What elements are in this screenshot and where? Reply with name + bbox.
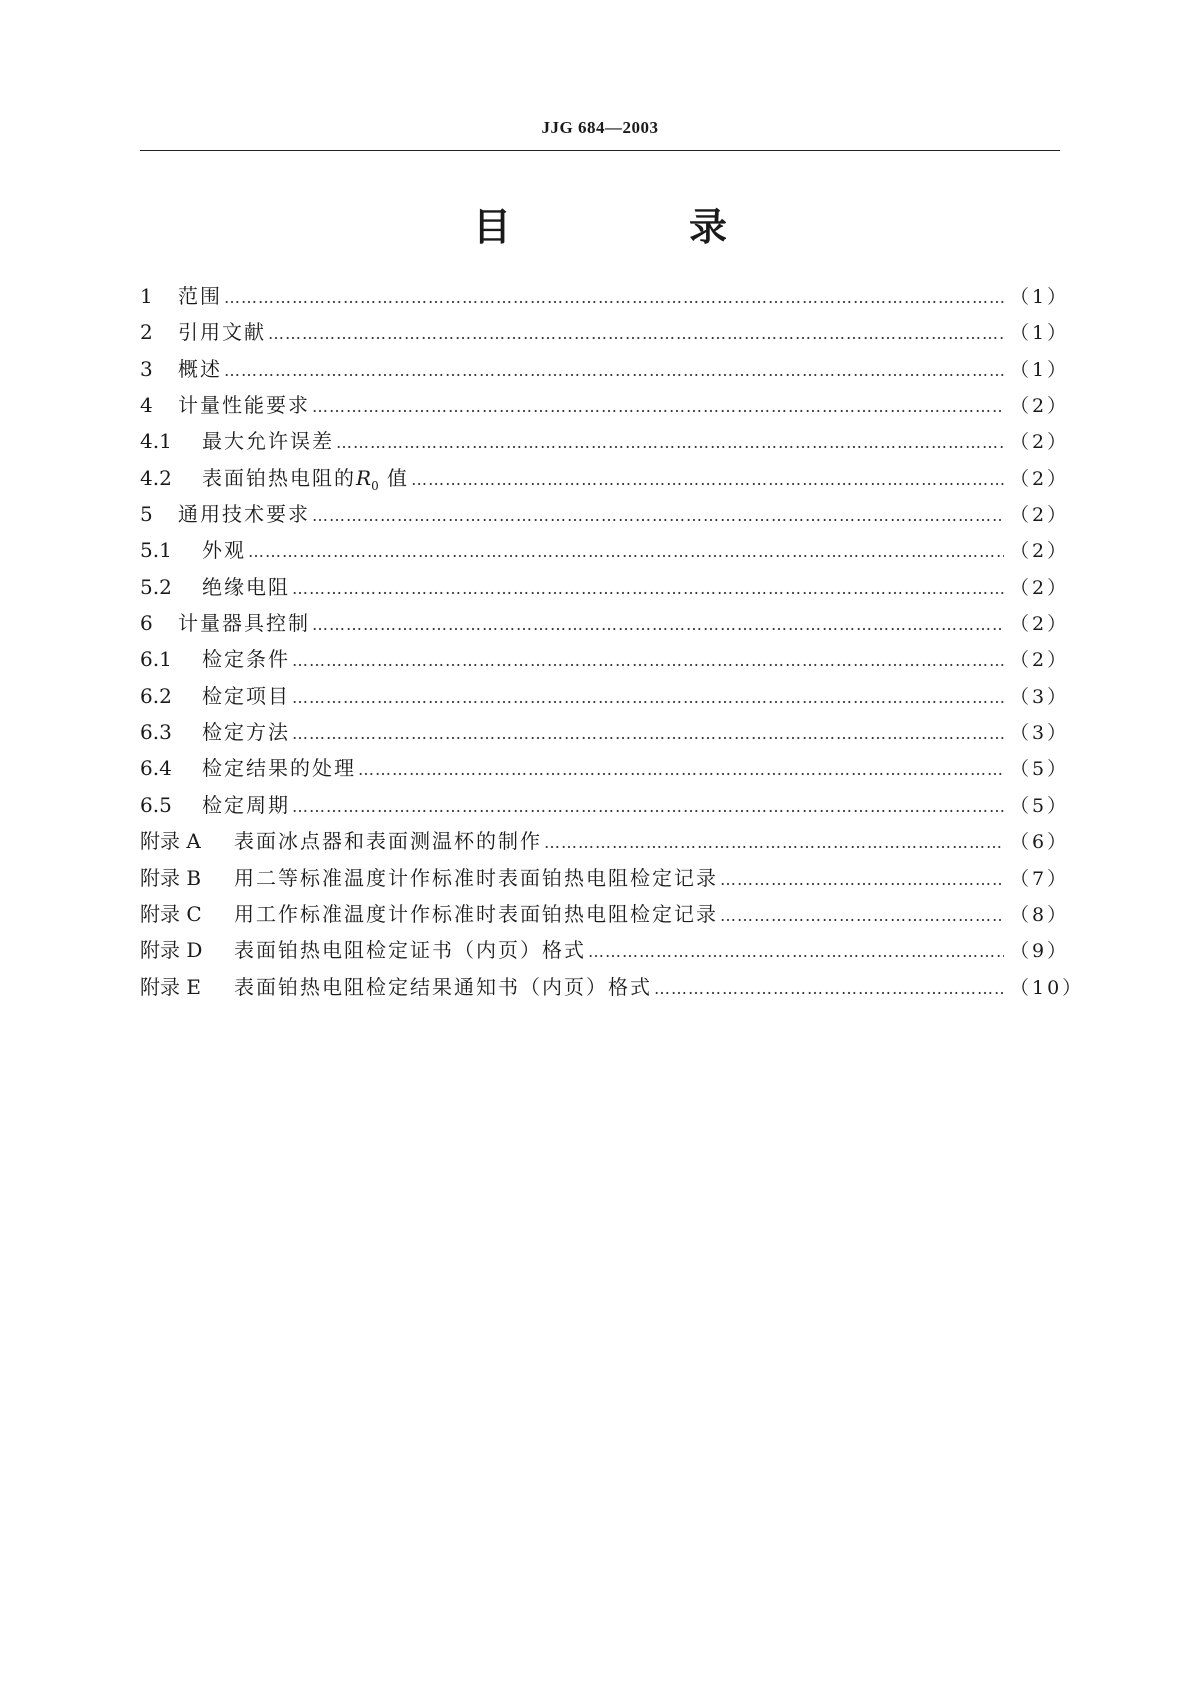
toc-entry-title: 计量性能要求: [178, 393, 310, 418]
dot-leader: [224, 288, 1004, 307]
resistance-symbol: R: [356, 465, 372, 490]
dot-leader: [312, 506, 1004, 525]
toc-entry-page: （7）: [1010, 867, 1070, 890]
dot-leader: [248, 542, 1004, 561]
dot-leader: [268, 324, 1004, 343]
toc-entry-page: （1）: [1010, 322, 1070, 345]
toc-entry-number: 附录 A: [140, 829, 201, 854]
toc-entry-5-2[interactable]: [140, 571, 1070, 607]
toc-entry-appendix-a[interactable]: [140, 825, 1070, 861]
toc-entry-title-suffix: 值: [378, 465, 410, 490]
toc-entry-number: 4: [140, 393, 153, 418]
page-title: 目 录: [472, 205, 797, 249]
dot-leader: [588, 942, 1004, 961]
toc-entry-page: （2）: [1010, 576, 1070, 599]
toc-entry-number: 4.1: [140, 429, 172, 454]
header-rule: [140, 150, 1060, 151]
toc-entry-appendix-b[interactable]: [140, 862, 1070, 898]
toc-entry-title: 表面铂热电阻检定证书（内页）格式: [234, 938, 586, 963]
toc-entry-page: （2）: [1010, 613, 1070, 636]
dot-leader: [292, 688, 1004, 707]
dot-leader: [358, 760, 1004, 779]
dot-leader: [224, 361, 1004, 380]
toc-entry-title: 外观: [202, 538, 246, 563]
dot-leader: [292, 797, 1004, 816]
toc-entry-number: 5.2: [140, 574, 172, 599]
toc-entry-4-2[interactable]: [140, 462, 1070, 498]
toc-entry-page: （5）: [1010, 794, 1070, 817]
toc-entry-page: （8）: [1010, 903, 1070, 926]
dot-leader: [312, 615, 1004, 634]
toc-entry-2[interactable]: [140, 316, 1070, 352]
toc-entry-page: （10）: [1010, 976, 1085, 999]
toc-entry-title: 用工作标准温度计作标准时表面铂热电阻检定记录: [234, 901, 718, 926]
toc-entry-3[interactable]: [140, 353, 1070, 389]
dot-leader: [292, 651, 1004, 670]
dot-leader: [312, 397, 1004, 416]
toc-entry-page: （3）: [1010, 685, 1070, 708]
toc-entry-number: 5.1: [140, 538, 172, 563]
toc-entry-number: 4.2: [140, 465, 172, 490]
toc-entry-5-1[interactable]: [140, 534, 1070, 570]
toc-entry-6-2[interactable]: [140, 680, 1070, 716]
toc-entry-number: 6.4: [140, 756, 172, 781]
toc-entry-number: 1: [140, 284, 153, 308]
toc-entry-title: 检定结果的处理: [202, 756, 356, 781]
toc-entry-page: （1）: [1010, 286, 1070, 308]
toc-entry-page: （5）: [1010, 758, 1070, 781]
toc-entry-title: 检定条件: [202, 647, 290, 672]
toc-entry-title: 绝缘电阻: [202, 574, 290, 599]
toc-entry-page: （1）: [1010, 358, 1070, 381]
toc-entry-6-4[interactable]: [140, 752, 1070, 788]
dot-leader: [544, 833, 1004, 852]
toc-entry-page: （2）: [1010, 504, 1070, 527]
toc-entry-6-3[interactable]: [140, 716, 1070, 752]
dot-leader: [411, 470, 1004, 489]
toc-entry-number: 附录 C: [140, 901, 202, 926]
toc-entry-number: 附录 D: [140, 938, 203, 963]
toc-entry-number: 6.1: [140, 647, 172, 672]
dot-leader: [336, 433, 1004, 452]
toc-entry-4-1[interactable]: [140, 425, 1070, 461]
dot-leader: [654, 979, 1004, 998]
toc-entry-number: 6.5: [140, 792, 172, 817]
toc-entry-number: 附录 E: [140, 974, 201, 999]
toc-entry-number: 6.2: [140, 683, 172, 708]
toc-entry-title: 检定周期: [202, 792, 290, 817]
toc-entry-title: 范围: [178, 284, 222, 308]
toc-entry-number: 3: [140, 356, 153, 381]
toc-entry-title: 检定项目: [202, 683, 290, 708]
table-of-contents: [140, 280, 1085, 1007]
toc-entry-title: 表面冰点器和表面测温杯的制作: [234, 829, 542, 854]
toc-entry-page: （2）: [1010, 540, 1070, 563]
toc-entry-4[interactable]: [140, 389, 1070, 425]
toc-entry-page: （3）: [1010, 722, 1070, 745]
toc-entry-title: 检定方法: [202, 720, 290, 745]
toc-entry-number: 2: [140, 320, 153, 345]
toc-entry-page: （2）: [1010, 467, 1070, 490]
toc-entry-page: （2）: [1010, 395, 1070, 418]
toc-entry-page: （9）: [1010, 940, 1070, 963]
dot-leader: [292, 579, 1004, 598]
toc-entry-title: 引用文献: [178, 320, 266, 345]
toc-entry-appendix-d[interactable]: [140, 934, 1070, 970]
dot-leader: [720, 870, 1004, 889]
toc-entry-number: 6: [140, 611, 153, 636]
dot-leader: [292, 724, 1004, 743]
toc-entry-title: 概述: [178, 356, 222, 381]
toc-entry-6-5[interactable]: [140, 789, 1070, 825]
dot-leader: [720, 906, 1004, 925]
toc-entry-appendix-c[interactable]: [140, 898, 1070, 934]
toc-entry-title: 最大允许误差: [202, 429, 334, 454]
toc-entry-number: 6.3: [140, 720, 172, 745]
toc-entry-page: （2）: [1010, 649, 1070, 672]
toc-entry-page: （2）: [1010, 431, 1070, 454]
toc-entry-title-text: 表面铂热电阻的: [202, 465, 356, 490]
toc-entry-number: 附录 B: [140, 865, 202, 890]
toc-entry-6[interactable]: [140, 607, 1070, 643]
toc-entry-title: 通用技术要求: [178, 502, 310, 527]
toc-entry-title: 计量器具控制: [178, 611, 310, 636]
toc-entry-page: （6）: [1010, 831, 1070, 854]
resistance-symbol-subscript: 0: [371, 478, 379, 493]
toc-entry-title: 表面铂热电阻检定结果通知书（内页）格式: [234, 974, 652, 999]
toc-entry-number: 5: [140, 502, 153, 527]
toc-entry-appendix-e[interactable]: [140, 971, 1085, 1007]
standard-code-header: JJG 684—2003: [541, 118, 659, 137]
toc-entry-6-1[interactable]: [140, 643, 1070, 679]
toc-entry-1[interactable]: [140, 280, 1070, 316]
toc-entry-title: 用二等标准温度计作标准时表面铂热电阻检定记录: [234, 865, 718, 890]
toc-entry-title: [202, 462, 409, 493]
toc-entry-5[interactable]: [140, 498, 1070, 534]
